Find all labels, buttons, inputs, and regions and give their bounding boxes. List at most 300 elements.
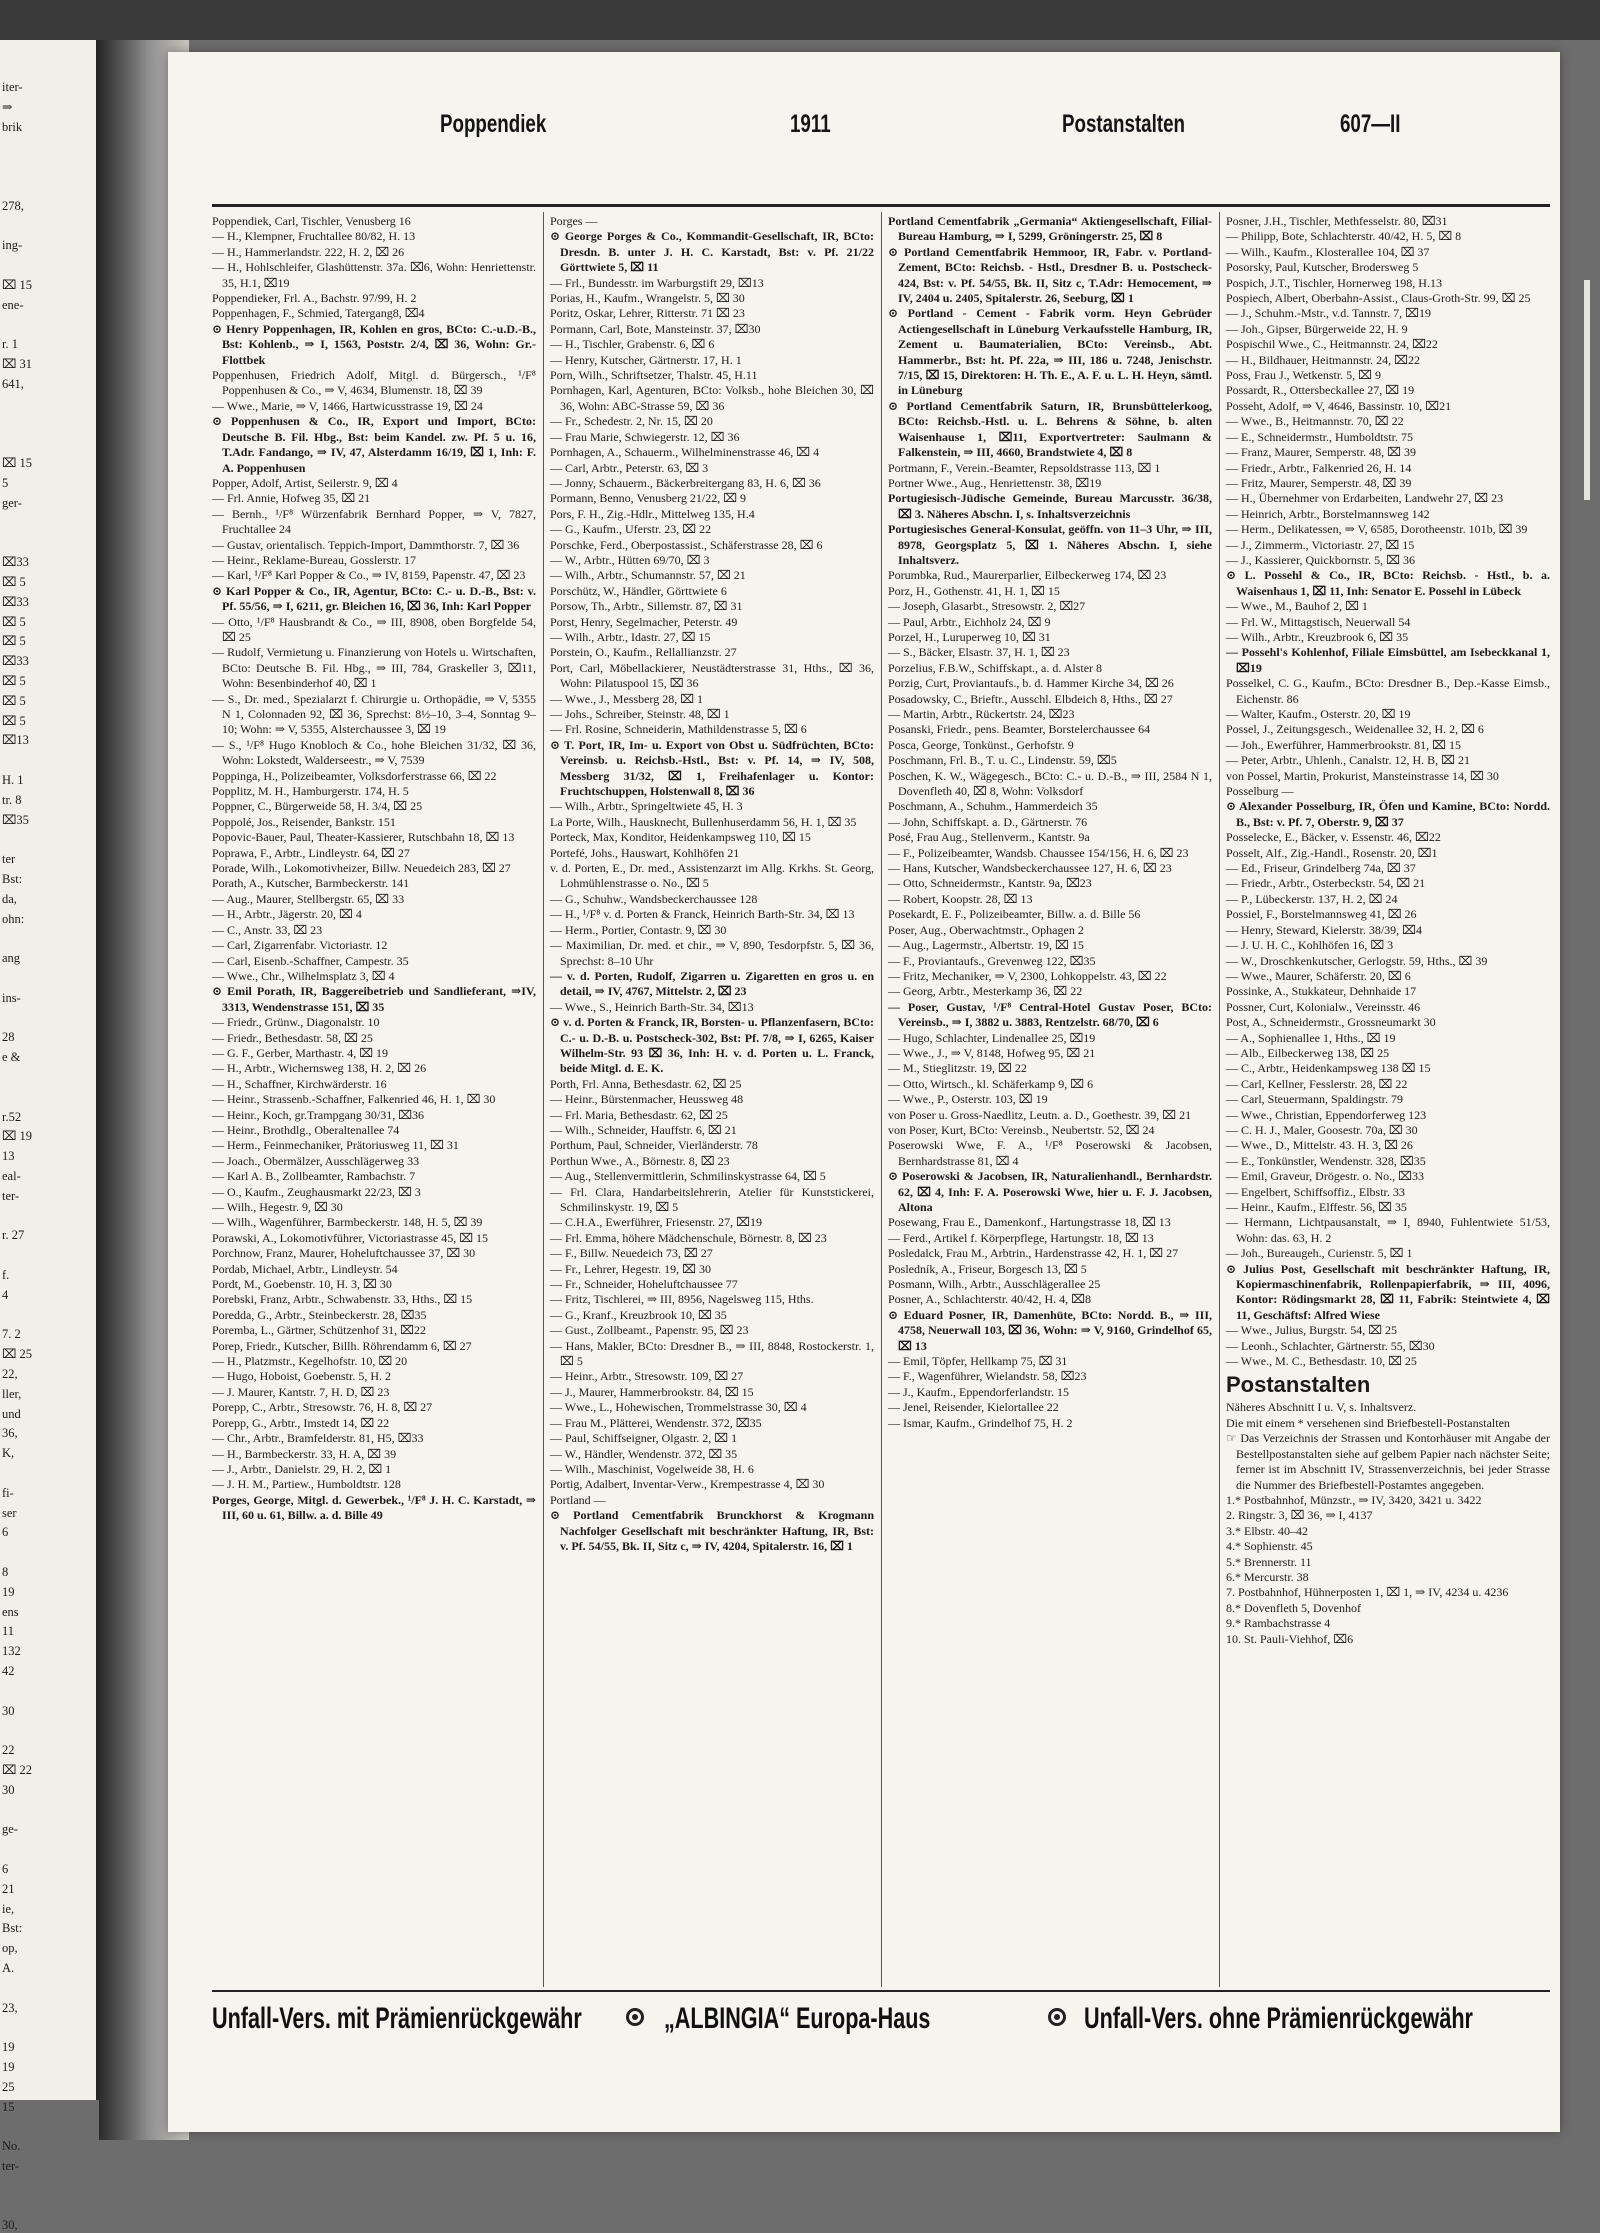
directory-entry: — Robert, Koopstr. 28, ⌧ 13	[888, 891, 1033, 906]
directory-entry: — Frl. Emma, höhere Mädchenschule, Börnestr. 8, ⌧ 23	[550, 1230, 827, 1245]
directory-entry: — Ferd., Artikel f. Körperpflege, Hartungstr. 18, ⌧ 13	[888, 1230, 1154, 1245]
fragment-line: ⇒	[2, 99, 13, 114]
directory-entry: Poppendieker, Frl. A., Bachstr. 97/99, H. 2	[212, 291, 417, 306]
directory-entry: — Wilh., Wagenführer, Barmbeckerstr. 148, H. 5, ⌧ 39	[212, 1215, 483, 1230]
business-entry: ⊙ Portland Cementfabrik Brunckhorst & Krogmann Nachfolger Gesellschaft mit beschränkter Haftung, IR, Bst: v. Pf. 54/55, Bk. II, Sitz c, ⇒ IV, 4204, Spitalerstr. 16, ⌧ 1	[550, 1508, 874, 1553]
directory-entry: 6.* Mercurstr. 38	[1226, 1569, 1309, 1584]
directory-entry: von Possel, Martin, Prokurist, Mansteinstrasse 14, ⌧ 30	[1226, 768, 1499, 783]
directory-entry: — Henry, Kutscher, Gärtnerstr. 17, H. 1	[550, 352, 742, 367]
fragment-line: ser	[2, 1505, 17, 1520]
directory-entry: 8.* Dovenfleth 5, Dovenhof	[1226, 1600, 1361, 1615]
fragment-line: 5	[2, 476, 9, 490]
directory-entry: — W., Arbtr., Hütten 69/70, ⌧ 3	[550, 552, 710, 567]
directory-entry: Porn, Wilh., Schriftsetzer, Thalstr. 45, H.11	[550, 368, 758, 383]
directory-entry: 2. Ringstr. 3, ⌧ 36, ⇒ I, 4137	[1226, 1508, 1373, 1523]
directory-entry: — Hugo, Hoboist, Goebenstr. 5, H. 2	[212, 1369, 391, 1384]
fragment-line: ⌧ 31	[2, 357, 33, 372]
business-entry: Portland Cementfabrik „Germania“ Aktiengesellschaft, Filial-Bureau Hamburg, ⇒ I, 5299, Gröningerstr. 25, ⌧ 8	[888, 214, 1212, 244]
directory-entry: Porges —	[550, 214, 598, 228]
directory-entry: — C.H.A., Ewerführer, Friesenstr. 27, ⌧19	[550, 1215, 762, 1230]
fragment-line: brik	[2, 119, 23, 134]
directory-entry: Posca, George, Tonkünst., Gerhofstr. 9	[888, 737, 1074, 752]
directory-entry: Porteck, Max, Konditor, Heidenkampsweg 110, ⌧ 15	[550, 830, 811, 845]
directory-entry: — P., Lübeckerstr. 137, H. 2, ⌧ 24	[1226, 891, 1398, 906]
directory-entry: — Frl. W., Mittagstisch, Neuerwall 54	[1226, 614, 1411, 629]
directory-entry: — Frl. Rosine, Schneiderin, Mathildenstrasse 5, ⌧ 6	[550, 722, 807, 737]
directory-entry: — Peter, Arbtr., Uhlenh., Canalstr. 12, H. B, ⌧ 21	[1226, 753, 1470, 768]
directory-entry: Portmann, F., Verein.-Beamter, Repsoldstrasse 113, ⌧ 1	[888, 460, 1161, 475]
directory-entry: — Otto, ¹/F⁸ Hausbrandt & Co., ⇒ III, 8908, oben Borgfelde 54, ⌧ 25	[212, 614, 536, 644]
directory-entry: — Wwe., Maurer, Schäferstr. 20, ⌧ 6	[1226, 968, 1411, 983]
directory-entry: — Frl. Clara, Handarbeitslehrerin, Atelier für Kunststickerei, Schmilinskystr. 19, ⌧ 5	[550, 1184, 874, 1214]
directory-entry: Pormann, Benno, Venusberg 21/22, ⌧ 9	[550, 491, 747, 506]
fragment-line: iter-	[2, 80, 23, 94]
fragment-line: ang	[2, 951, 21, 966]
directory-entry: — S., Bäcker, Elsastr. 37, H. 1, ⌧ 23	[888, 645, 1070, 660]
directory-entry: — Frau M., Plätterei, Wendenstr. 372, ⌧35	[550, 1415, 762, 1430]
fragment-line: r. 1	[2, 337, 18, 352]
directory-entry: Posé, Frau Aug., Stellenverm., Kantstr. 9a	[888, 830, 1090, 845]
directory-entry: Pornhagen, Karl, Agenturen, BCto: Volksb., hohe Bleichen 30, ⌧ 36, Wohn: ABC-Strasse 59, ⌧ 36	[550, 383, 874, 413]
fragment-line: 4	[2, 1287, 9, 1302]
fragment-line: Bst:	[2, 872, 23, 886]
directory-entry: — Engelbert, Schiffsoffiz., Elbstr. 33	[1226, 1184, 1405, 1199]
advertisement-footer	[212, 2002, 1550, 2042]
directory-entry: 3.* Elbstr. 40–42	[1226, 1523, 1309, 1538]
directory-entry: 9.* Rambachstrasse 4	[1226, 1616, 1331, 1631]
directory-entry: Pornhagen, A., Schauerm., Wilhelminenstrasse 46, ⌧ 4	[550, 445, 820, 460]
fragment-line: ohn:	[2, 911, 25, 926]
fragment-line: ene-	[2, 297, 24, 312]
directory-entry: — Wwe., B., Heitmannstr. 70, ⌧ 22	[1226, 414, 1404, 429]
directory-entry: Porias, H., Kaufm., Wrangelstr. 5, ⌧ 30	[550, 291, 745, 306]
fragment-line: ⌧35	[2, 812, 29, 827]
directory-entry: Porawski, A., Lokomotivführer, Victoriastrasse 45, ⌧ 15	[212, 1230, 489, 1245]
fragment-line: ⌧ 5	[2, 713, 26, 728]
directory-entry: — Walter, Kaufm., Osterstr. 20, ⌧ 19	[1226, 707, 1411, 721]
fragment-line: 21	[2, 1881, 15, 1896]
directory-entry: — Ed., Friseur, Grindelberg 74a, ⌧ 37	[1226, 861, 1416, 876]
fragment-line: ⌧ 5	[2, 634, 26, 649]
directory-entry: — Karl, ¹/F⁸ Karl Popper & Co., ⇒ IV, 8159, Papenstr. 47, ⌧ 23	[212, 568, 526, 583]
directory-entry: Poredda, G., Arbtr., Steinbeckerstr. 28, ⌧35	[212, 1307, 427, 1322]
fragment-line: op,	[2, 1941, 18, 1956]
ad-separator-icon	[626, 2008, 644, 2026]
fragment-line: tr. 8	[2, 792, 22, 807]
directory-entry: Pordab, Michael, Arbtr., Lindleystr. 54	[212, 1261, 398, 1276]
directory-entry: von Poser u. Gross-Naedlitz, Leutn. a. D., Goethestr. 39, ⌧ 21	[888, 1107, 1192, 1122]
directory-entry: — Carl, Steuermann, Spaldingstr. 79	[1226, 1092, 1403, 1107]
scan-edge	[1584, 280, 1590, 500]
page-header-name: Poppendiek	[440, 110, 547, 138]
directory-entry: — Wwe., Julius, Burgstr. 54, ⌧ 25	[1226, 1323, 1398, 1338]
directory-entry: — J., Kaufm., Eppendorferlandstr. 15	[888, 1384, 1069, 1399]
directory-entry: — Wwe., Christian, Eppendorferweg 123	[1226, 1107, 1427, 1122]
directory-entry: Poppenhusen, Friedrich Adolf, Mitgl. d. Bürgersch., ¹/F⁸ Poppenhusen & Co., ⇒ V, 4634, Blumenstr. 18, ⌧ 39	[212, 368, 536, 398]
directory-entry: Posner, J.H., Tischler, Methfesselstr. 80, ⌧31	[1226, 214, 1448, 228]
directory-entry: — W., Händler, Wendenstr. 372, ⌧ 35	[550, 1446, 738, 1461]
fragment-line: ter	[2, 852, 16, 867]
fragment-line: 6	[2, 1862, 9, 1876]
directory-entry: Porthun Wwe., A., Börnestr. 8, ⌧ 23	[550, 1153, 730, 1168]
directory-entry: Possel, J., Zeitungsgesch., Weidenallee 32, H. 2, ⌧ 6	[1226, 722, 1484, 737]
fragment-line: ins-	[2, 990, 21, 1005]
directory-entry: — S., ¹/F⁸ Hugo Knobloch & Co., hohe Bleichen 31/32, ⌧ 36, Wohn: Lokstedt, Walderseestr., ⇒ V, 7539	[212, 737, 536, 768]
business-entry: ⊙ George Porges & Co., Kommandit-Gesellschaft, IR, BCto: Dresdn. B. unter J. H. C. Karstadt, Bst: v. Pf. 21/22 Görttwiete 5, ⌧ 11	[550, 229, 874, 275]
business-entry: ⊙ v. d. Porten & Franck, IR, Borsten- u. Pflanzenfasern, BCto: C.- u. D.-B. u. Postscheck-302, Bst: Pf. 7/8, ⇒ I, 6265, Kaiser Wilhelm-Str. 93 ⌧ 36, Inh: H. v. d. Porten u. L. Franck, beide Mitgl. d. E. K.	[550, 1015, 874, 1076]
directory-entry: — Frl. Maria, Bethesdastr. 62, ⌧ 25	[550, 1107, 728, 1122]
directory-entry: Posorsky, Paul, Kutscher, Brodersweg 5	[1226, 260, 1419, 275]
business-entry: ⊙ Emil Porath, IR, Baggereibetrieb und Sandlieferant, ⇒IV, 3313, Wendenstrasse 151, ⌧ 35	[212, 984, 536, 1014]
directory-entry: — Henry, Steward, Kielerstr. 38/39, ⌧4	[1226, 922, 1423, 937]
directory-entry: Posner, A., Schlachterstr. 40/42, H. 4, ⌧8	[888, 1292, 1091, 1307]
directory-entry: — E., Tonkünstler, Wendenstr. 328, ⌧35	[1226, 1153, 1426, 1168]
directory-entry: — H., Platzmstr., Kegelhofstr. 10, ⌧ 20	[212, 1354, 408, 1369]
fragment-line: ⌧13	[2, 733, 29, 748]
directory-entry: — A., Sophienallee 1, Hths., ⌧ 19	[1226, 1030, 1396, 1045]
fragment-line: ⌧ 25	[2, 1347, 33, 1362]
directory-entry: — Fritz, Maurer, Semperstr. 48, ⌧ 39	[1226, 475, 1412, 490]
directory-entry: — Otto, Wirtsch., kl. Schäferkamp 9, ⌧ 6	[888, 1076, 1094, 1091]
directory-entry: Portig, Adalbert, Inventar-Verw., Krempestrasse 4, ⌧ 30	[550, 1477, 825, 1492]
directory-entry: — Hans, Kutscher, Wandsbeckerchaussee 127, H. 6, ⌧ 23	[888, 861, 1172, 876]
directory-entry: — Hans, Makler, BCto: Dresdner B., ⇒ III, 8848, Rostockerstr. 1, ⌧ 5	[550, 1338, 874, 1369]
directory-entry: — Heinr., Arbtr., Stresowstr. 109, ⌧ 27	[550, 1369, 744, 1384]
directory-entry: Posselkel, C. G., Kaufm., BCto: Dresdner B., Dep.-Kasse Eimsb., Eichenstr. 86	[1226, 676, 1550, 706]
directory-entry: — Chr., Arbtr., Bramfelderstr. 81, H5, ⌧33	[212, 1431, 424, 1446]
fragment-line: 25	[2, 2079, 15, 2094]
fragment-line: ter-	[2, 2159, 20, 2173]
directory-entry: — W., Droschkenkutscher, Gerlogstr. 59, Hths., ⌧ 39	[1226, 953, 1488, 968]
directory-entry: — Herm., Delikatessen, ⇒ V, 6585, Dorotheenstr. 101b, ⌧ 39	[1226, 522, 1528, 537]
directory-entry: — Frau Marie, Schwiegerstr. 12, ⌧ 36	[550, 429, 740, 444]
directory-entry: — H., Bildhauer, Heitmannstr. 24, ⌧22	[1226, 352, 1420, 367]
directory-entry: Poschmann, A., Schuhm., Hammerdeich 35	[888, 799, 1098, 814]
directory-entry: — Friedr., Grünw., Diagonalstr. 10	[212, 1015, 380, 1030]
directory-entry: Poremba, L., Gärtner, Schützenhof 31, ⌧22	[212, 1323, 426, 1338]
directory-entry: — Carl, Zigarrenfabr. Victoriastr. 12	[212, 938, 388, 953]
fragment-line: 278,	[2, 198, 24, 213]
business-entry: ⊙ Eduard Posner, IR, Damenhüte, BCto: Nordd. B., ⇒ III, 4758, Neuerwall 103, ⌧ 36, Wohn: ⇒ V, 9160, Grindelhof 65, ⌧ 13	[888, 1307, 1212, 1353]
directory-entry: Posseht, Adolf, ⇒ V, 4646, Bassinstr. 10, ⌧21	[1226, 398, 1452, 413]
directory-entry: — J. H. M., Partiew., Humboldtstr. 128	[212, 1477, 401, 1492]
header-rule	[212, 204, 1550, 207]
directory-entry: — Franz, Maurer, Semperstr. 48, ⌧ 39	[1226, 445, 1416, 460]
fragment-line: ⌧ 19	[2, 1129, 33, 1144]
directory-entry: — Carl, Arbtr., Peterstr. 63, ⌧ 3	[550, 460, 709, 475]
directory-entry: — E., Schneidermstr., Humboldtstr. 75	[1226, 429, 1413, 444]
directory-entry: Pordt, M., Goebenstr. 10, H. 3, ⌧ 30	[212, 1277, 392, 1292]
fragment-line: 22	[2, 1743, 15, 1758]
directory-entry: Porschütz, W., Händler, Görttwiete 6	[550, 583, 727, 598]
column-divider	[881, 212, 882, 1987]
directory-entry: Pospischil Wwe., C., Heitmannstr. 24, ⌧22	[1226, 337, 1438, 352]
directory-entry: Poppolé, Jos., Reisender, Bankstr. 151	[212, 814, 396, 829]
directory-entry: — Wwe., M., Bauhof 2, ⌧ 1	[1226, 599, 1368, 614]
directory-entry: — Wwe., Chr., Wilhelmsplatz 3, ⌧ 4	[212, 968, 395, 983]
directory-entry: — S., Dr. med., Spezialarzt f. Chirurgie u. Orthopädie, ⇒ V, 5355 N 1, Colonnaden 92, ⌧ 36, Sprechst: 8½–10, 3–4, Sonntag 9–10; Wohn: ⇒ V, 5355, Alsterchaussee 3, ⌧ 19	[212, 691, 536, 737]
directory-entry: — Emil, Töpfer, Hellkamp 75, ⌧ 31	[888, 1354, 1068, 1369]
directory-entry: Poritz, Oskar, Lehrer, Ritterstr. 71 ⌧ 23	[550, 306, 745, 321]
fragment-line: r. 27	[2, 1228, 25, 1243]
directory-entry: Porep, Friedr., Kutscher, Billh. Röhrendamm 6, ⌧ 27	[212, 1338, 472, 1353]
directory-entry: — Jenel, Reisender, Kielortallee 22	[888, 1400, 1059, 1415]
fragment-line: r.52	[2, 1109, 22, 1124]
fragment-line: ⌧ 22	[2, 1763, 33, 1777]
fragment-line: H. 1	[2, 773, 24, 787]
directory-entry: Port, Carl, Möbellackierer, Neustädterstrasse 31, Hths., ⌧ 36, Wohn: Pilatuspool 15, ⌧ 36	[550, 660, 874, 691]
directory-entry: Poppendiek, Carl, Tischler, Venusberg 16	[212, 214, 411, 228]
directory-entry: 5.* Brennerstr. 11	[1226, 1554, 1312, 1569]
business-entry: Porges, George, Mitgl. d. Gewerbek., ¹/F⁸ J. H. C. Karstadt, ⇒ III, 60 u. 61, Billw. a. d. Bille 49	[212, 1492, 536, 1523]
fragment-line: 15	[2, 2099, 15, 2114]
directory-entry: — Jonny, Schauerm., Bäckerbreitergang 83, H. 6, ⌧ 36	[550, 475, 821, 490]
directory-entry: Porath, A., Kutscher, Barmbeckerstr. 141	[212, 876, 410, 891]
directory-entry: — H., Arbtr., Jägerstr. 20, ⌧ 4	[212, 907, 362, 922]
fragment-line: ⌧33	[2, 654, 29, 669]
directory-entry: Näheres Abschnitt I u. V, s. Inhaltsverz.	[1226, 1400, 1417, 1415]
directory-entry: — Frl., Bundesstr. im Warburgstift 29, ⌧13	[550, 275, 764, 290]
directory-entry: — Aug., Stellenvermittlerin, Schmilinskystrasse 64, ⌧ 5	[550, 1169, 826, 1184]
directory-entry: Porepp, G., Arbtr., Imstedt 14, ⌧ 22	[212, 1415, 390, 1430]
directory-entry: Poschen, K. W., Wägegesch., BCto: C.- u. D.-B., ⇒ III, 2584 N 1, Dovenfleth 40, ⌧ 8, Wohn: Volksdorf	[888, 768, 1212, 799]
directory-entry: — Wilh., Arbtr., Springeltwiete 45, H. 3	[550, 799, 743, 814]
fragment-line: ⌧33	[2, 555, 29, 570]
business-entry: — v. d. Porten, Rudolf, Zigarren u. Zigaretten en gros u. en detail, ⇒ IV, 4767, Mittelstr. 2, ⌧ 23	[550, 968, 874, 999]
directory-entry: Porthum, Paul, Schneider, Vierländerstr. 78	[550, 1138, 758, 1153]
directory-entry: ☞ Das Verzeichnis der Strassen und Kontorhäuser mit Angabe der Bestellpostanstalten siehe auf gelbem Papier nach nächster Seite; ferner ist im Abschnitt IV, Strassenverzeichnis, bei jeder Strasse die Nummer des Briefbestell-Postamtes angegeben.	[1226, 1431, 1550, 1492]
directory-entry: — H., ¹/F⁸ v. d. Porten & Franck, Heinrich Barth-Str. 34, ⌧ 13	[550, 907, 855, 922]
directory-entry: Portner Wwe., Aug., Henriettenstr. 38, ⌧19	[888, 475, 1102, 490]
directory-entry: — Wilh., Arbtr., Kreuzbrook 6, ⌧ 35	[1226, 629, 1409, 644]
fragment-line: ⌧ 5	[2, 575, 26, 589]
directory-entry: — Joh., Gipser, Bürgerweide 22, H. 9	[1226, 321, 1408, 336]
directory-entry: Poss, Frau J., Wetkenstr. 5, ⌧ 9	[1226, 368, 1381, 383]
directory-entry: Popper, Adolf, Artist, Seilerstr. 9, ⌧ 4	[212, 475, 398, 490]
fragment-line: eal-	[2, 1169, 21, 1183]
directory-entry: — J., Schuhm.-Mstr., v.d. Tannstr. 7, ⌧19	[1226, 306, 1431, 321]
directory-entry: — Wilh., Arbtr., Schumannstr. 57, ⌧ 21	[550, 568, 746, 583]
directory-entry: — G. F., Gerber, Marthastr. 4, ⌧ 19	[212, 1045, 389, 1060]
page-header-section: Postanstalten	[1062, 110, 1185, 138]
business-entry: Portugiesisches General-Konsulat, geöffn. von 11–3 Uhr, ⇒ III, 8978, Georgsplatz 5, ⌧ 1. Näheres Abschn. I, siehe Inhaltsverz.	[888, 522, 1212, 567]
directory-entry: Porsow, Th., Arbtr., Sillemstr. 87, ⌧ 31	[550, 599, 743, 614]
directory-entry: — Joh., Ewerführer, Hammerbrookstr. 81, ⌧ 15	[1226, 737, 1461, 752]
directory-entry: — Heinr., Strassenb.-Schaffner, Falkenried 46, H. 1, ⌧ 30	[212, 1092, 496, 1107]
directory-entry: Posselburg —	[1226, 784, 1294, 799]
directory-entry: — Wwe., P., Osterstr. 103, ⌧ 19	[888, 1092, 1048, 1107]
directory-entry: — H., Hammerlandstr. 222, H. 2, ⌧ 26	[212, 244, 405, 259]
business-entry: ⊙ Portland Cementfabrik Saturn, IR, Brunsbüttelerkoog, BCto: Reichsb.-Hstl. u. L. Behrens & Söhne, b. alten Waisenhause 1, ⌧11, Exportvertreter: Saulmann & Falkenstein, ⇒ III, 4660, Brandstwiete 4, ⌧ 8	[888, 398, 1212, 460]
directory-entry: von Poser, Kurt, BCto: Vereinsb., Neubertstr. 52, ⌧ 24	[888, 1122, 1155, 1137]
fragment-line: 28	[2, 1030, 15, 1045]
fragment-line: 641,	[2, 377, 24, 391]
ad-right-text: Unfall-Vers. ohne Prämienrückgewähr	[1084, 2002, 1473, 2035]
directory-entry: Porchnow, Franz, Maurer, Hoheluftchaussee 37, ⌧ 30	[212, 1246, 476, 1261]
business-entry: Portugiesisch-Jüdische Gemeinde, Bureau Marcusstr. 36/38, ⌧ 3. Näheres Abschn. I, s. Inhaltsverzeichnis	[888, 491, 1212, 521]
directory-entry: Poppner, C., Bürgerweide 58, H. 3/4, ⌧ 25	[212, 799, 423, 814]
directory-entry: — F., Proviantaufs., Grevenweg 122, ⌧35	[888, 953, 1096, 968]
fragment-line: und	[2, 1406, 21, 1421]
directory-entry: Pormann, Carl, Bote, Mansteinstr. 37, ⌧30	[550, 321, 761, 336]
directory-entry: Porzel, H., Luruperweg 10, ⌧ 31	[888, 629, 1051, 644]
business-entry: ⊙ Henry Poppenhagen, IR, Kohlen en gros, BCto: C.-u.D.-B., Bst: Kohlenb., ⇒ I, 1563, Poststr. 2/4, ⌧ 36, Wohn: Gr.-Flottbek	[212, 321, 536, 367]
directory-entry: — H., Barmbeckerstr. 33, H. A, ⌧ 39	[212, 1446, 397, 1461]
directory-entry: Popplitz, M. H., Hamburgerstr. 174, H. 5	[212, 784, 409, 799]
fragment-line: ter-	[2, 1188, 20, 1203]
directory-entry: — Wwe., Marie, ⇒ V, 1466, Hartwicusstrasse 19, ⌧ 24	[212, 398, 483, 413]
directory-entry: — Frl. Annie, Hofweg 35, ⌧ 21	[212, 491, 371, 506]
directory-entry: — Fritz, Tischlerei, ⇒ III, 8956, Nagelsweg 115, Hths.	[550, 1292, 814, 1307]
fragment-line: 11	[2, 1624, 15, 1639]
directory-entry: — Hermann, Lichtpausanstalt, ⇒ I, 8940, Fuhlentwiete 51/53, Wohn: das. 63, H. 2	[1226, 1215, 1550, 1245]
directory-entry: Posmann, Wilh., Arbtr., Ausschlägerallee 25	[888, 1277, 1101, 1292]
directory-entry: v. d. Porten, E., Dr. med., Assistenzarzt im Allg. Krkhs. St. Georg, Lohmühlenstrasse o. No., ⌧ 5	[550, 861, 874, 891]
directory-entry: — G., Kranf., Kreuzbrook 10, ⌧ 35	[550, 1307, 727, 1322]
directory-entry: — O., Kaufm., Zeughausmarkt 22/23, ⌧ 3	[212, 1184, 421, 1199]
directory-entry: — C., Anstr. 33, ⌧ 23	[212, 922, 323, 937]
fragment-line: ⌧ 15	[2, 278, 33, 292]
directory-entry: — Friedr., Arbtr., Osterbeckstr. 54, ⌧ 21	[1226, 876, 1426, 891]
directory-entry: — Friedr., Arbtr., Falkenried 26, H. 14	[1226, 460, 1412, 475]
directory-entry: — J. Maurer, Kantstr. 7, H. D, ⌧ 23	[212, 1384, 390, 1399]
directory-entry: — Heinrich, Arbtr., Borstelmannsweg 142	[1226, 506, 1430, 521]
page-number: 607—II	[1340, 110, 1401, 138]
directory-entry: — G., Schuhw., Wandsbeckerchaussee 128	[550, 891, 758, 906]
directory-entry: Possner, Curt, Kolonialw., Vereinsstr. 46	[1226, 999, 1421, 1014]
directory-entry: — Carl, Kellner, Fesslerstr. 28, ⌧ 22	[1226, 1076, 1408, 1091]
column-divider	[1219, 212, 1220, 1987]
column-2	[550, 214, 874, 1984]
fragment-line: 22,	[2, 1367, 18, 1381]
directory-entry: — H., Klempner, Fruchtallee 80/82, H. 13	[212, 229, 416, 244]
directory-entry: — Martin, Arbtr., Rückertstr. 24, ⌧23	[888, 707, 1075, 721]
directory-entry: Porth, Frl. Anna, Bethesdastr. 62, ⌧ 25	[550, 1076, 742, 1091]
section-heading: Postanstalten	[1226, 1372, 1371, 1398]
directory-entry: — Wwe., J., Messberg 28, ⌧ 1	[550, 691, 704, 706]
footer-rule	[212, 1990, 1550, 1992]
directory-entry: 10. St. Pauli-Viehhof, ⌧6	[1226, 1631, 1354, 1646]
directory-entry: — Wilh., Kaufm., Klosterallee 104, ⌧ 37	[1226, 244, 1430, 259]
directory-entry: — Gustav, orientalisch. Teppich-Import, Dammthorstr. 7, ⌧ 36	[212, 537, 520, 552]
fragment-line: 7. 2	[2, 1327, 21, 1342]
directory-entry: — C. H. J., Maler, Goosestr. 70a, ⌧ 30	[1226, 1122, 1418, 1137]
directory-entry: Porzelius, F.B.W., Schiffskapt., a. d. Alster 8	[888, 660, 1103, 675]
ad-center-text: „ALBINGIA“ Europa-Haus	[664, 2002, 931, 2035]
directory-entry: — J., Arbtr., Danielstr. 29, H. 2, ⌧ 1	[212, 1461, 392, 1476]
directory-entry: — Maximilian, Dr. med. et chir., ⇒ V, 890, Tesdorpfstr. 5, ⌧ 36, Sprechst: 8–10 Uhr	[550, 938, 874, 968]
fragment-line: ie,	[2, 1901, 15, 1916]
directory-entry: — F., Wagenführer, Wielandstr. 58, ⌧23	[888, 1369, 1087, 1384]
directory-entry: Portefé, Johs., Hauswart, Kohlhöfen 21	[550, 845, 740, 860]
directory-entry: — Hugo, Schlachter, Lindenallee 25, ⌧19	[888, 1030, 1096, 1045]
column-4	[1226, 214, 1550, 1984]
directory-entry: — Rudolf, Vermietung u. Finanzierung von Hotels u. Wirtschaften, BCto: Deutsche B. Fil. Hbg., ⇒ III, 784, Graskeller 3, ⌧11, Wohn: Besenbinderhof 40, ⌧ 1	[212, 645, 536, 691]
directory-entry: Posewang, Frau E., Damenkonf., Hartungstrasse 18, ⌧ 13	[888, 1215, 1171, 1230]
fragment-line: ens	[2, 1604, 19, 1619]
directory-entry: — J. U. H. C., Kohlhöfen 16, ⌧ 3	[1226, 938, 1394, 953]
directory-entry: Porebski, Franz, Arbtr., Schwabenstr. 33, Hths., ⌧ 15	[212, 1292, 473, 1307]
business-entry: ⊙ Portland - Cement - Fabrik vorm. Heyn Gebrüder Actiengesellschaft in Lüneburg Verkaufsstelle Hamburg, IR, Zement u. Baumaterialien, BCto: Vereinsb., Abt. Hammerbr., Bst: ht. Pf. 22a, ⇒ III, 186 u. 7248, Jenischstr. 7/15, ⌧ 15, Direktoren: H. Th. E., A. F. u. L. H. Heyn, sämtl. in Lüneburg	[888, 306, 1212, 398]
scanner-background	[0, 0, 1600, 40]
directory-entry: — Bernh., ¹/F⁸ Würzenfabrik Bernhard Popper, ⇒ V, 7827, Fruchtallee 24	[212, 506, 536, 537]
directory-entry: Poserowski Wwe, F. A., ¹/F⁸ Poserowski & Jacobsen, Bernhardstrasse 81, ⌧ 4	[888, 1138, 1212, 1168]
directory-entry: — Georg, Arbtr., Mesterkamp 36, ⌧ 22	[888, 984, 1083, 999]
directory-entry: — Fr., Lehrer, Hegestr. 19, ⌧ 30	[550, 1261, 711, 1276]
fragment-line: ge-	[2, 1822, 18, 1837]
fragment-line: ller,	[2, 1386, 22, 1401]
directory-entry: — H., Schaffner, Kirchwärderstr. 16	[212, 1076, 387, 1091]
directory-entry: — Wilh., Arbtr., Idastr. 27, ⌧ 15	[550, 629, 711, 644]
directory-entry: — G., Kaufm., Uferstr. 23, ⌧ 22	[550, 522, 712, 537]
directory-entry: Posadowsky, C., Brieftr., Ausschl. Elbdeich 8, Hths., ⌧ 27	[888, 691, 1173, 706]
directory-entry: — Herm., Portier, Contastr. 9, ⌧ 30	[550, 922, 727, 937]
fragment-line: K,	[2, 1446, 15, 1461]
directory-entry: Porst, Henry, Segelmacher, Peterstr. 49	[550, 614, 738, 629]
directory-entry: — Fritz, Mechaniker, ⇒ V, 2300, Lohkoppelstr. 43, ⌧ 22	[888, 968, 1167, 983]
directory-entry: Posekardt, E. F., Polizeibeamter, Billw. a. d. Bille 56	[888, 907, 1141, 922]
directory-entry: — Johs., Schreiber, Steinstr. 48, ⌧ 1	[550, 707, 730, 721]
directory-entry: — Alb., Eilbeckerweg 138, ⌧ 25	[1226, 1045, 1390, 1060]
directory-entry: — Aug., Maurer, Stellbergstr. 65, ⌧ 33	[212, 891, 405, 906]
directory-entry: Possardt, R., Ottersbeckallee 27, ⌧ 19	[1226, 383, 1415, 398]
fragment-line: 42	[2, 1664, 15, 1678]
directory-entry: — Heinr., Reklame-Bureau, Gosslerstr. 17	[212, 552, 416, 567]
directory-entry: Porzig, Curt, Proviantaufs., b. d. Hammer Kirche 34, ⌧ 26	[888, 676, 1174, 691]
directory-entry: Posledník, A., Friseur, Borgesch 13, ⌧ 5	[888, 1261, 1087, 1276]
ad-separator-icon	[1048, 2008, 1066, 2026]
fragment-line: 36,	[2, 1426, 18, 1441]
page-header-year: 1911	[790, 110, 831, 138]
directory-entry: — Heinr., Koch, gr.Trampgang 30/31, ⌧36	[212, 1107, 425, 1122]
directory-entry: — M., Stieglitzstr. 19, ⌧ 22	[888, 1061, 1027, 1076]
fragment-line: 19	[2, 1584, 15, 1599]
directory-entry: Poppinga, H., Polizeibeamter, Volksdorferstrasse 66, ⌧ 22	[212, 768, 497, 783]
directory-entry: — Gust., Zollbeamt., Papenstr. 95, ⌧ 23	[550, 1323, 749, 1338]
business-entry: ⊙ Karl Popper & Co., IR, Agentur, BCto: C.- u. D.-B., Bst: v. Pf. 55/56, ⇒ I, 6211, gr. Bleichen 16, ⌧ 36, Inh: Karl Popper	[212, 583, 536, 614]
directory-entry: — Joach., Obermälzer, Ausschlägerweg 33	[212, 1153, 420, 1168]
directory-entry: 4.* Sophienstr. 45	[1226, 1539, 1313, 1554]
directory-entry: Porumbka, Rud., Maurerparlier, Eilbeckerweg 174, ⌧ 23	[888, 568, 1167, 583]
directory-entry: — Leonh., Schlachter, Gärtnerstr. 55, ⌧30	[1226, 1338, 1435, 1353]
directory-entry: Porepp, C., Arbtr., Stresowstr. 76, H. 8, ⌧ 27	[212, 1400, 433, 1415]
directory-entry: 7. Postbahnhof, Hühnerposten 1, ⌧ 1, ⇒ IV, 4234 u. 4236	[1226, 1585, 1509, 1600]
directory-entry: — Paul, Arbtr., Eichholz 24, ⌧ 9	[888, 614, 1051, 629]
directory-entry: — Paul, Schiffseigner, Olgastr. 2, ⌧ 1	[550, 1431, 738, 1446]
directory-entry: — Wilh., Hegestr. 9, ⌧ 30	[212, 1200, 343, 1214]
fragment-line: No.	[2, 2139, 21, 2154]
directory-entry: — Wwe., D., Mittelstr. 43. H. 3, ⌧ 26	[1226, 1138, 1413, 1153]
directory-entry: — John, Schiffskapt. a. D., Gärtnerstr. 76	[888, 814, 1088, 829]
directory-entry: Pors, F. H., Zig.-Hdlr., Mittelweg 135, H.4	[550, 506, 755, 521]
directory-entry: — Wwe., S., Heinrich Barth-Str. 34, ⌧13	[550, 999, 754, 1014]
directory-entry: — J., Maurer, Hammerbrookstr. 84, ⌧ 15	[550, 1384, 754, 1399]
directory-entry: Poprawa, F., Arbtr., Lindleystr. 64, ⌧ 27	[212, 845, 410, 860]
fragment-line: ing-	[2, 238, 23, 253]
directory-entry: — H., Arbtr., Wichernsweg 138, H. 2, ⌧ 26	[212, 1061, 427, 1076]
directory-entry: — Wilh., Maschinist, Vogelweide 38, H. 6	[550, 1461, 754, 1476]
directory-entry: — Wwe., L., Hohewischen, Trommelstrasse 30, ⌧ 4	[550, 1400, 807, 1415]
directory-entry: — H., Tischler, Grabenstr. 6, ⌧ 6	[550, 337, 715, 352]
directory-entry: — Wilh., Schneider, Hauffstr. 6, ⌧ 21	[550, 1122, 737, 1137]
directory-entry: — Ismar, Kaufm., Grindelhof 75, H. 2	[888, 1415, 1073, 1430]
fragment-line: fi-	[2, 1485, 14, 1500]
directory-entry: Die mit einem * versehenen sind Briefbestell-Postanstalten	[1226, 1415, 1510, 1430]
business-entry: ⊙ T. Port, IR, Im- u. Export von Obst u. Südfrüchten, BCto: Vereinsb. u. Reichsb.-Hstl., Bst: v. Pf. 14, ⇒ IV, 508, Messberg 31/32, ⌧ 1, Freihafenlager u. Kontor: Fruchtschuppen, Holstenwall 8, ⌧ 36	[550, 737, 874, 799]
fragment-line: ⌧33	[2, 594, 29, 609]
directory-entry: La Porte, Wilh., Hausknecht, Bullenhuserdamm 56, H. 1, ⌧ 35	[550, 814, 857, 829]
directory-entry: Posledalck, Frau M., Arbtrin., Hardenstrasse 42, H. 1, ⌧ 27	[888, 1246, 1179, 1261]
